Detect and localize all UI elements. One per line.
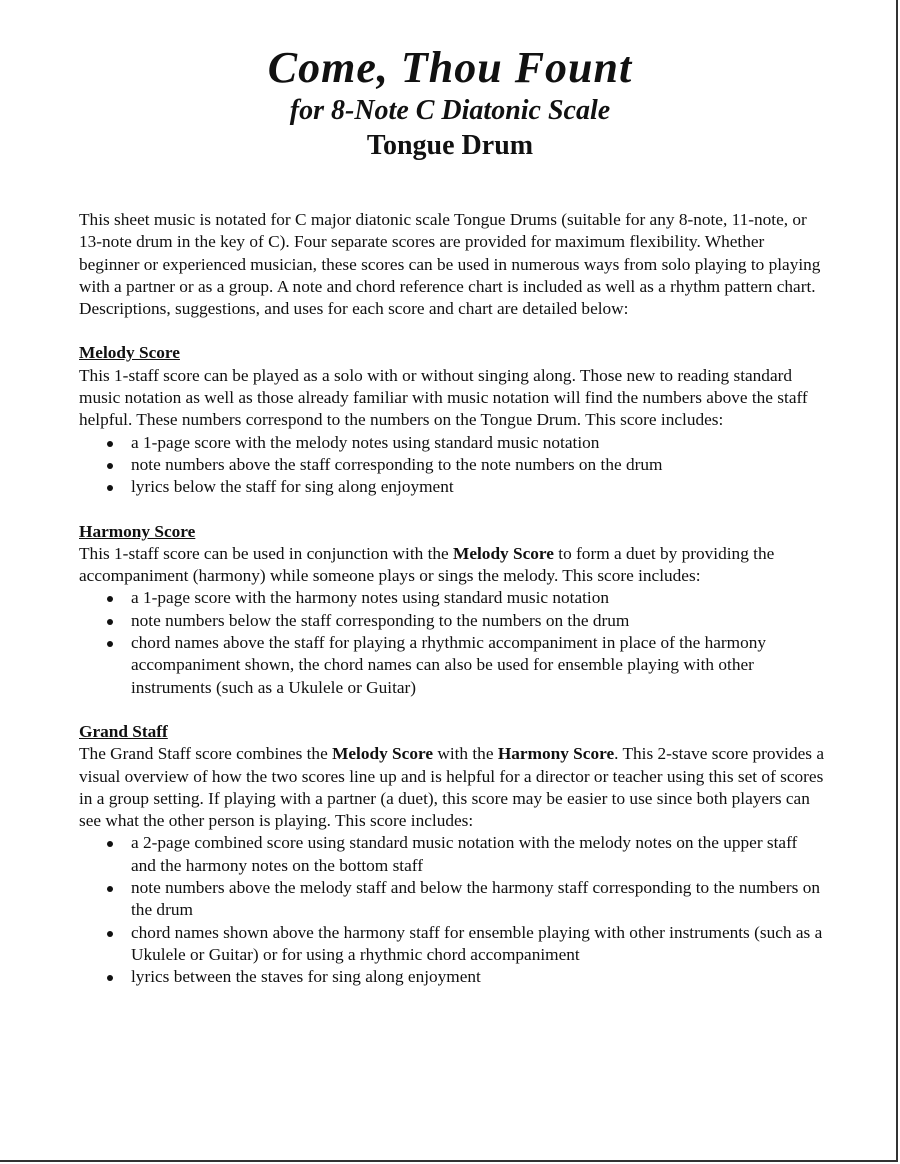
harmony-score-reference: Harmony Score [497, 744, 615, 764]
list-item: lyrics between the staves for sing along enjoyment [131, 966, 824, 988]
melody-score-description: This 1-staff score can be played as a solo with or without singing along. Those new to reading standard music notation as well as those already familiar with music notation will find the numbers above the staff helpful. These numbers correspond to the numbers on the Tongue Drum. This score includes: [79, 365, 808, 430]
melody-score-heading: Melody Score [79, 343, 180, 363]
grand-staff-list [79, 832, 824, 988]
harmony-score-heading: Harmony Score [79, 521, 196, 541]
melody-score-reference: Melody Score [332, 744, 434, 764]
melody-score-list [79, 432, 824, 499]
harmony-score-list [79, 587, 824, 698]
grand-desc-part: with the [433, 744, 498, 764]
list-item: a 1-page score with the harmony notes using standard music notation [131, 587, 824, 609]
melody-score-section [79, 342, 824, 498]
list-item: chord names above the staff for playing a rhythmic accompaniment in place of the harmony accompaniment shown, the chord names can also be used for ensemble playing with other instruments (such as a Ukulele or Guitar) [131, 632, 824, 699]
page-subtitle: for 8-Note C Diatonic Scale [289, 95, 611, 126]
grand-desc-part: . This 2-stave score provides a visual overview of how the two scores line up and is helpful for a director or teacher using this set of scores in a group setting. If playing with a partner (a duet), this score may be easier to use since both players can see what the other person is playing. This score includes: [79, 744, 825, 831]
instrument-heading: Tongue Drum [366, 130, 534, 161]
page-title: Come, Thou Fount [267, 43, 633, 92]
list-item: chord names shown above the harmony staff for ensemble playing with other instruments (such as a Ukulele or Guitar) or for using a rhythmic chord accompaniment [131, 922, 824, 967]
harmony-desc-part: to form a duet by providing the accompaniment (harmony) while someone plays or sings the melody. This score includes: [79, 543, 775, 586]
list-item: lyrics below the staff for sing along enjoyment [131, 476, 824, 498]
harmony-score-section [79, 521, 824, 699]
grand-staff-heading: Grand Staff [79, 721, 168, 741]
list-item: a 2-page combined score using standard music notation with the melody notes on the upper staff and the harmony notes on the bottom staff [131, 832, 824, 877]
intro-paragraph: This sheet music is notated for C major diatonic scale Tongue Drums (suitable for any 8-note, 11-note, or 13-note drum in the key of C). Four separate scores are provided for maximum flexibility. Whether beginner or experienced musician, these scores can be used in numerous ways from solo playing to playing with a partner or as a group. A note and chord reference chart is included as well as a rhythm pattern chart. Descriptions, suggestions, and uses for each score and chart are detailed below: [79, 210, 821, 319]
harmony-score-description [79, 543, 824, 588]
list-item: note numbers above the melody staff and below the harmony staff corresponding to the numbers on the drum [131, 877, 824, 922]
harmony-desc-part: This 1-staff score can be used in conjunction with the [79, 543, 454, 563]
list-item: a 1-page score with the melody notes using standard music notation [131, 432, 824, 454]
melody-score-reference: Melody Score [453, 543, 554, 563]
grand-staff-description [79, 743, 824, 832]
list-item: note numbers above the staff corresponding to the note numbers on the drum [131, 454, 824, 476]
list-item: note numbers below the staff corresponding to the numbers on the drum [131, 610, 824, 632]
document-body [79, 209, 824, 1011]
grand-desc-part: The Grand Staff score combines the [79, 744, 333, 764]
grand-staff-section [79, 721, 824, 989]
